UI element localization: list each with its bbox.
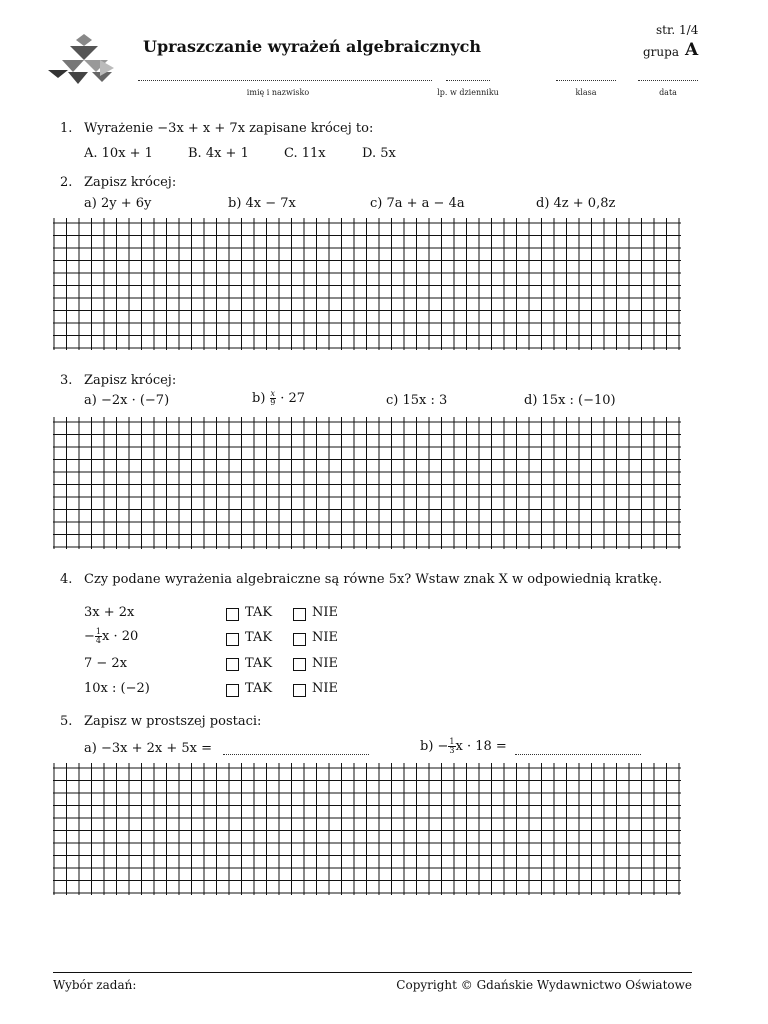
q4-number: 4.: [60, 572, 73, 587]
q2-number: 2.: [60, 175, 73, 190]
q4-expr-3: 7 − 2x: [84, 656, 128, 671]
q5-answer-b-field[interactable]: [515, 754, 641, 755]
q4-row2-nie-checkbox[interactable]: [293, 633, 306, 646]
date-label: data: [659, 88, 677, 97]
q4-expr-2: [84, 628, 138, 645]
q2-item-b: b) 4x − 7x: [228, 196, 296, 211]
q4-row3-tak-checkbox[interactable]: [226, 658, 239, 671]
q4-row3-nie-label: NIE: [312, 656, 338, 671]
q4-frac-numerator: 1: [95, 627, 101, 636]
q5-number: 5.: [60, 714, 73, 729]
q4-row2-tak-label: TAK: [245, 630, 273, 645]
q5-item-b: [420, 738, 507, 755]
q4-expr-4: 10x : (−2): [84, 681, 150, 696]
q4-row1-nie-checkbox[interactable]: [293, 608, 306, 621]
q3-number: 3.: [60, 373, 73, 388]
q4-row1-nie-label: NIE: [312, 605, 338, 620]
q2-answer-grid[interactable]: [53, 218, 693, 358]
q4-frac-denominator: 4: [95, 636, 101, 645]
worksheet-title: Upraszczanie wyrażeń algebraicznych: [143, 37, 482, 56]
q1-option-c[interactable]: C. 11x: [284, 146, 326, 161]
name-field-label: imię i nazwisko: [246, 88, 310, 97]
register-number-field[interactable]: [446, 80, 490, 81]
q1-number: 1.: [60, 121, 73, 136]
name-field[interactable]: [138, 80, 432, 81]
footer-divider: [53, 972, 692, 973]
footer-task-selection: Wybór zadań:: [53, 978, 137, 992]
q3-item-b-fraction: [270, 390, 277, 407]
date-field[interactable]: [638, 80, 698, 81]
q3-item-a: a) −2x · (−7): [84, 393, 170, 408]
page-number: str. 1/4: [656, 23, 699, 37]
q3-answer-grid[interactable]: [53, 417, 693, 557]
q4-expr-2-prefix: −: [84, 629, 95, 644]
q1-option-b[interactable]: B. 4x + 1: [188, 146, 249, 161]
q3-text: Zapisz krócej:: [84, 373, 177, 388]
register-number-label: lp. w dzienniku: [437, 88, 499, 97]
q4-row2-tak-checkbox[interactable]: [226, 633, 239, 646]
q5-answer-a-field[interactable]: [223, 754, 369, 755]
q4-expr-1: 3x + 2x: [84, 605, 135, 620]
footer-copyright: Copyright © Gdańskie Wydawnictwo Oświatowe: [396, 978, 692, 992]
q4-row4-tak-checkbox[interactable]: [226, 684, 239, 697]
q3-item-b-suffix: · 27: [280, 391, 306, 406]
q5-answer-grid[interactable]: [53, 763, 693, 903]
q4-row4-nie-checkbox[interactable]: [293, 684, 306, 697]
q5-frac-denominator: 3: [449, 746, 455, 755]
q5-frac-numerator: 1: [449, 737, 455, 746]
q5-item-b-prefix: b) −: [420, 739, 449, 754]
q5-item-b-fraction: [448, 738, 455, 755]
q4-row4-tak-label: TAK: [245, 681, 273, 696]
q4-row2-nie-label: NIE: [312, 630, 338, 645]
q5-text: Zapisz w prostszej postaci:: [84, 714, 262, 729]
q2-item-c: c) 7a + a − 4a: [370, 196, 465, 211]
q2-item-d: d) 4z + 0,8z: [536, 196, 616, 211]
q5-item-a: a) −3x + 2x + 5x =: [84, 741, 212, 756]
q3-item-b: [252, 390, 305, 407]
q2-text: Zapisz krócej:: [84, 175, 177, 190]
q1-option-d[interactable]: D. 5x: [362, 146, 396, 161]
group-value: A: [685, 40, 699, 60]
q4-row1-tak-checkbox[interactable]: [226, 608, 239, 621]
q4-row1-tak-label: TAK: [245, 605, 273, 620]
q3-item-d: d) 15x : (−10): [524, 393, 616, 408]
class-label: klasa: [575, 88, 597, 97]
q3-frac-denominator: 9: [270, 398, 276, 407]
q4-row4-nie-label: NIE: [312, 681, 338, 696]
publisher-logo: [48, 34, 118, 86]
q1-text: Wyrażenie −3x + x + 7x zapisane krócej to:: [84, 121, 374, 136]
q4-row3-nie-checkbox[interactable]: [293, 658, 306, 671]
q4-expr-2-fraction: [95, 628, 102, 645]
q3-item-b-prefix: b): [252, 391, 266, 406]
q4-text: Czy podane wyrażenia algebraiczne są równe 5x? Wstaw znak X w odpowiednią kratkę.: [84, 572, 663, 587]
q4-expr-2-rest: x · 20: [102, 629, 139, 644]
q3-frac-numerator: x: [270, 389, 276, 398]
q3-item-c: c) 15x : 3: [386, 393, 448, 408]
group-label: grupa: [643, 45, 679, 59]
q4-row3-tak-label: TAK: [245, 656, 273, 671]
class-field[interactable]: [556, 80, 616, 81]
q2-item-a: a) 2y + 6y: [84, 196, 152, 211]
q5-item-b-suffix: x · 18 =: [455, 739, 507, 754]
q1-option-a[interactable]: A. 10x + 1: [84, 146, 153, 161]
